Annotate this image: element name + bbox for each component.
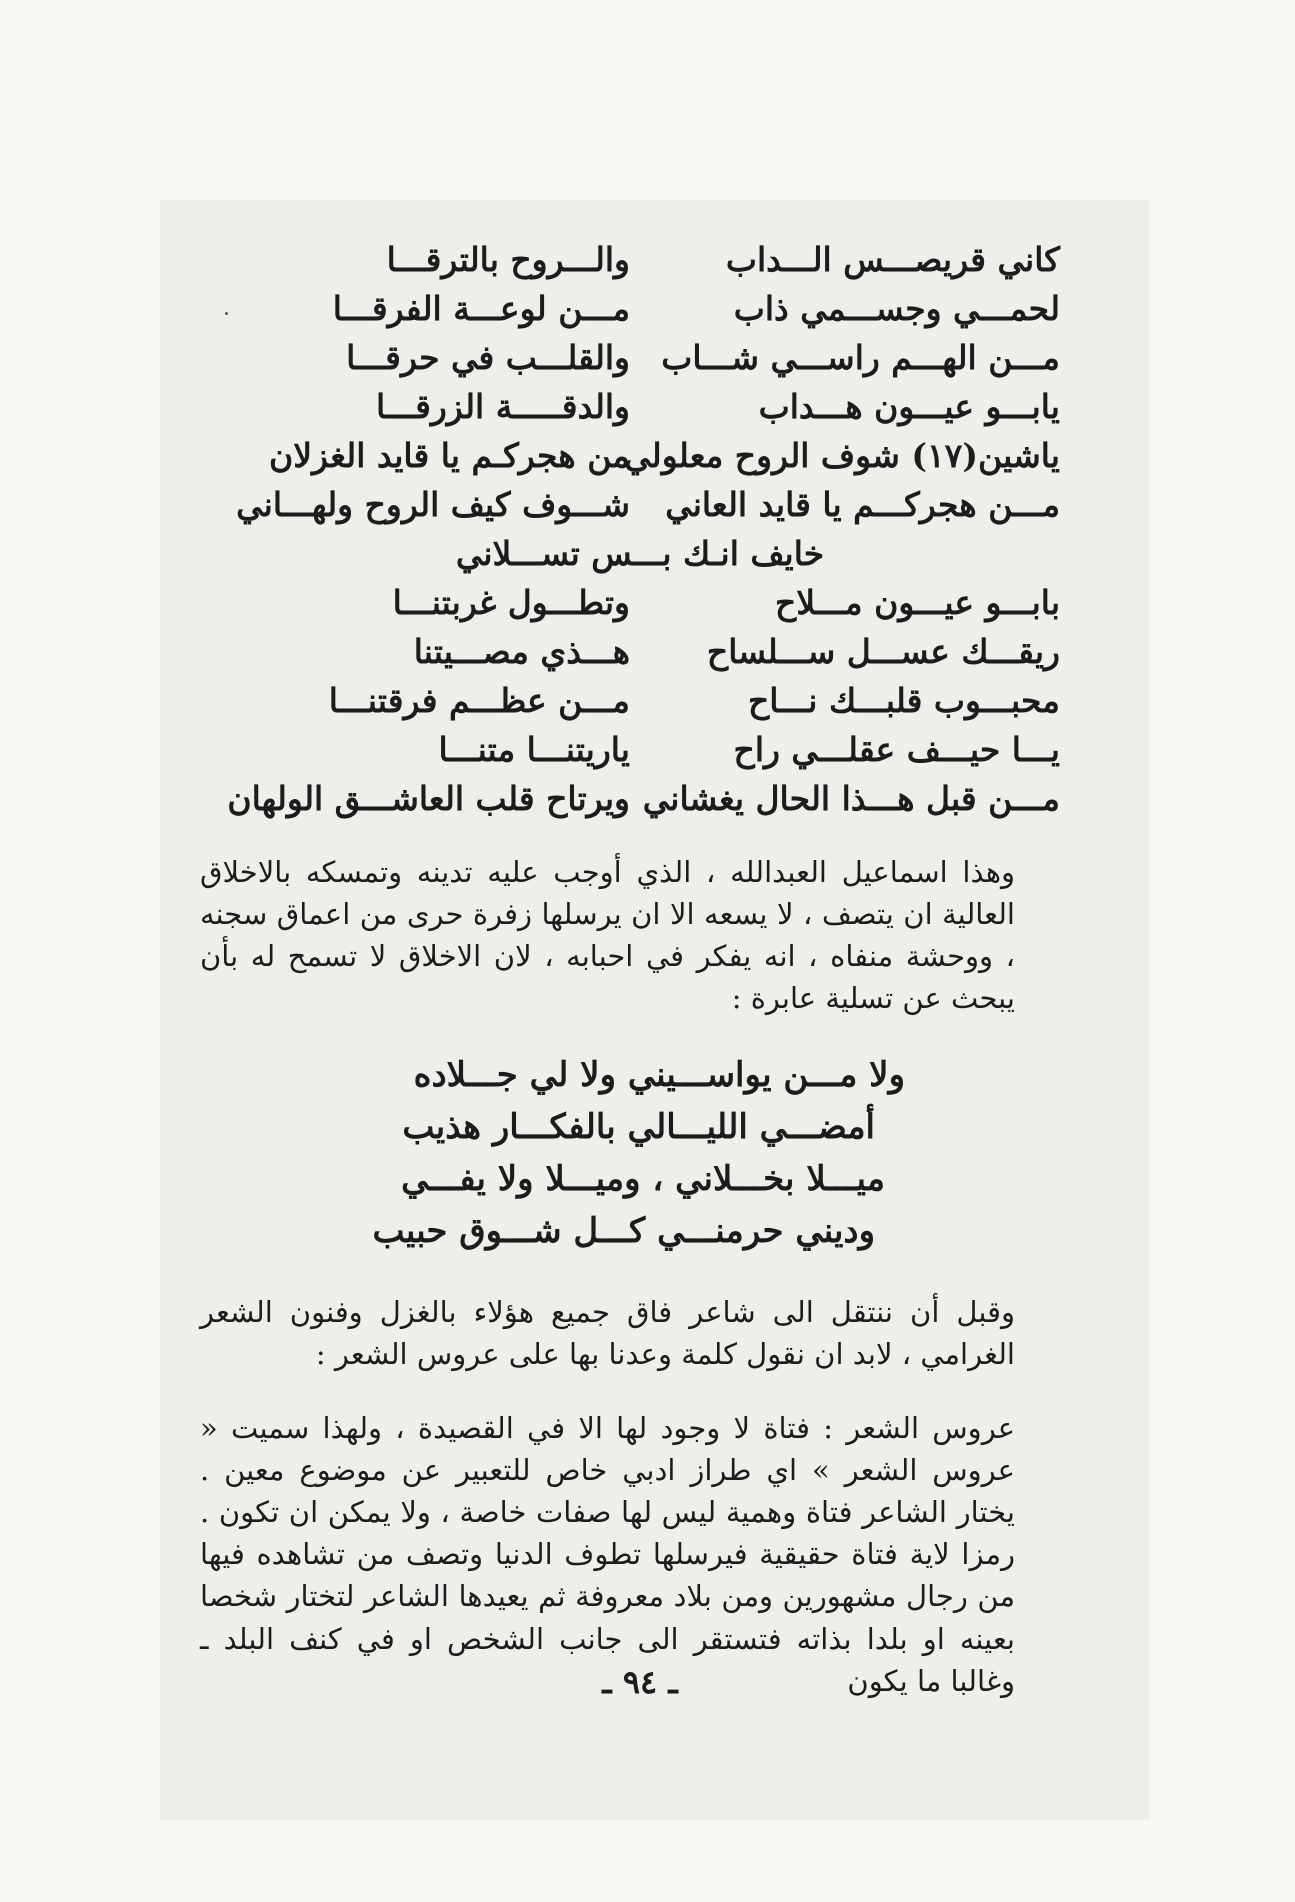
paragraph-transition: وقبل أن ننتقل الى شاعر فاق جميع هؤلاء بالغزل وفنون الشعر الغرامي ، لابد ان نقول كلمة وعدنا بها على عروس الشعر : — [200, 1295, 1015, 1372]
verse-row — [200, 333, 1080, 382]
verse-right-hemistich: ريقـــك عســـل ســـلساح — [706, 632, 1060, 671]
verse-left-hemistich: شـــوف كيف الروح ولهـــاني — [236, 485, 630, 524]
verse-left-hemistich: والقلـــب في حرقـــا — [346, 338, 630, 377]
verse-row — [200, 725, 1080, 774]
verse-row — [200, 676, 1080, 725]
verse-left-hemistich: والدقـــــة الزرقـــا — [376, 387, 630, 426]
verse-left-hemistich: من هجركـم يا قايد الغزلان — [269, 436, 630, 475]
verse-left-hemistich: مـــن عظـــم فرقتنـــا — [328, 681, 630, 720]
verse-left-hemistich: هـــذي مصـــيتنا — [413, 632, 630, 671]
poem-line: ولا مـــن يواســـيني ولا لي جـــلاده — [413, 1055, 905, 1096]
poem-line: ميـــلا بخـــلاني ، وميـــلا ولا يفـــي — [401, 1159, 885, 1200]
poem-stanza — [200, 1049, 1080, 1257]
page-content — [200, 235, 1080, 1702]
verse-center-text: خايف انـك بـــس تســـلاني — [455, 534, 825, 573]
verse-left-hemistich: ياريتنـــا متنـــا — [438, 730, 630, 769]
verse-center-line — [200, 529, 1080, 578]
verse-row — [200, 235, 1080, 284]
poem-line: وديني حرمنـــي كـــل شـــوق حبيب — [372, 1211, 875, 1252]
verse-right-hemistich: بابـــو عيـــون مـــلاح — [774, 583, 1060, 622]
verse-right-hemistich: يـــا حيـــف عقلـــي راح — [733, 730, 1060, 769]
verse-right-hemistich: محبـــوب قلبـــك نـــاح — [747, 681, 1060, 720]
verse-row — [200, 627, 1080, 676]
poem-verses — [200, 235, 1080, 823]
verse-row — [200, 431, 1080, 480]
paragraph-ismail: وهذا اسماعيل العبدالله ، الذي أوجب عليه تدينه وتمسكه بالاخلاق العالية ان يتصف ، لا يسعه الا ان يرسلها زفرة حرى من اعماق سجنه ، ووحشة منفاه ، انه يفكر في احبابه ، لان الاخلاق لا تسمح له بأن يبحث عن تسلية عابرة : — [200, 855, 1015, 1016]
verse-right-hemistich: لحمـــي وجســـمي ذاب — [733, 289, 1060, 328]
verse-row — [200, 774, 1080, 823]
verse-left-hemistich: مـــن لوعـــة الفرقـــا — [332, 289, 630, 328]
verse-right-hemistich: مـــن قبل هـــذا الحال يغشاني — [642, 779, 1060, 818]
verse-left-hemistich: وتطـــول غربتنـــا — [392, 583, 630, 622]
page-number: ـ ٩٤ ـ — [602, 1663, 678, 1701]
verse-left-hemistich: ويرتاح قلب العاشـــق الولهان — [227, 779, 630, 818]
verse-row — [200, 578, 1080, 627]
verse-right-hemistich: يابـــو عيـــون هـــداب — [758, 387, 1060, 426]
poem-line: أمضـــي الليـــالي بالفكـــار هذيب — [402, 1107, 875, 1148]
paragraph-bride-of-poetry: عروس الشعر : فتاة لا وجود لها الا في القصيدة ، ولهذا سميت « عروس الشعر » اي طراز ادبي خاص للتعبير عن موضوع معين . يختار الشاعر فتاة وهمية ليس لها صفات خاصة ، ولا يمكن ان تكون . رمزا لاية فتاة حقيقية فيرسلها تطوف الدنيا وتصف من تشاهده فيها من رجال مشهورين ومن بلاد معروفة ثم يعيدها الشاعر لتختار شخصا بعينه او بلدا بذاته فتستقر الى جانب الشخص او في كنف البلد ـ وغالبا ما يكون — [200, 1411, 1015, 1698]
verse-row — [200, 284, 1080, 333]
verse-right-hemistich: مـــن هجركـــم يا قايد العاني — [665, 485, 1060, 524]
verse-row — [200, 480, 1080, 529]
verse-right-hemistich: مـــن الهـــم راســـي شـــاب — [661, 338, 1060, 377]
verse-right-hemistich: ياشين(١٧) شوف الروح معلولي — [624, 436, 1060, 475]
verse-right-hemistich: كاني قريصـــس الـــداب — [725, 240, 1060, 279]
verse-row — [200, 382, 1080, 431]
verse-left-hemistich: والـــروح بالترقـــا — [386, 240, 630, 279]
